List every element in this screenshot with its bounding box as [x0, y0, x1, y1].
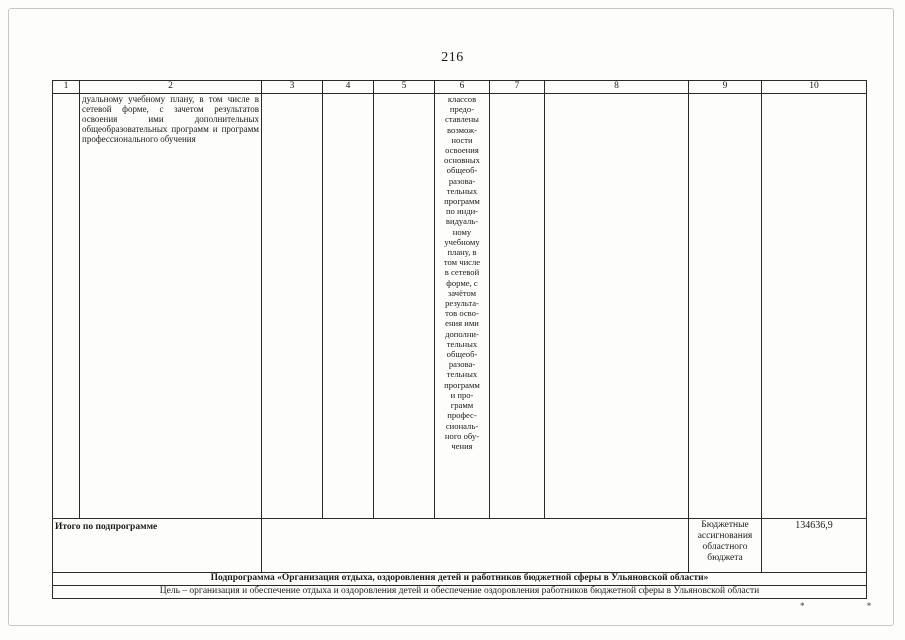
indicator-text-line: ного обу-: [444, 430, 480, 441]
indicator-text-line: ности: [451, 134, 473, 145]
indicator-text-line: видуаль-: [445, 216, 479, 227]
indicator-text-line: зачётом: [447, 287, 477, 298]
header-row: [53, 81, 867, 94]
budget-table: [52, 80, 867, 599]
indicator-text-line: ения ими: [445, 318, 479, 329]
total-amount: 134636,9: [762, 519, 867, 573]
indicator-text-line: общеоб-: [446, 165, 478, 176]
header-cell-9: 9: [689, 81, 762, 94]
header-cell-1: 1: [53, 81, 80, 94]
indicator-text-line: грамм: [450, 400, 474, 411]
indicator-text-line: чения: [451, 440, 473, 451]
total-empty-cell: [262, 519, 689, 573]
body-cell-9: [689, 94, 762, 519]
goal-row: [53, 586, 867, 599]
subprogram-title: Подпрограмма «Организация отдыха, оздоровления детей и работников бюджетной сферы в Ульяновской области»: [53, 573, 867, 586]
indicator-text-line: тельных: [446, 185, 478, 196]
header-cell-4: 4: [323, 81, 374, 94]
indicator-text-line: тов осво-: [445, 308, 479, 319]
indicator-text-line: разова-: [448, 359, 476, 370]
header-cell-6: 6: [435, 81, 490, 94]
indicator-text-line: профес-: [447, 410, 477, 421]
header-cell-2: 2: [80, 81, 262, 94]
body-cell-7: [490, 94, 545, 519]
header-cell-5: 5: [374, 81, 435, 94]
indicator-text-lines: [437, 94, 487, 451]
indicator-text-line: программ: [444, 379, 480, 390]
indicator-text-line: тельных: [446, 369, 478, 380]
footer-marks: * *: [800, 601, 902, 611]
body-cell-4: [323, 94, 374, 519]
indicator-text-line: ному: [452, 226, 472, 237]
body-cell-8: [545, 94, 689, 519]
indicator-text-line: программ: [444, 196, 480, 207]
indicator-text-line: возмож-: [447, 124, 477, 135]
body-cell-2-description: дуальному учебному плану, в том числе в сетевой форме, с зачетом результатов освоения ими дополнительных общеобразовательных программ и программ профессионального обучения: [80, 94, 262, 519]
indicator-text-line: разова-: [448, 175, 476, 186]
table-row: [53, 94, 867, 519]
subprogram-row: [53, 573, 867, 586]
body-cell-1: [53, 94, 80, 519]
body-cell-3: [262, 94, 323, 519]
indicator-text-line: ставлены: [445, 114, 479, 125]
indicator-text-line: дополни-: [445, 328, 479, 339]
total-row: [53, 519, 867, 573]
indicator-text-line: учебному: [444, 236, 480, 247]
total-label: Итого по подпрограмме: [53, 519, 262, 573]
indicator-text-line: сиональ-: [445, 420, 479, 431]
body-cell-5: [374, 94, 435, 519]
indicator-text-line: общеоб-: [446, 349, 478, 360]
header-cell-8: 8: [545, 81, 689, 94]
body-cell-6-indicator: [435, 94, 490, 519]
total-funding-source: Бюджетные ассигнования областного бюджета: [689, 519, 762, 573]
header-cell-10: 10: [762, 81, 867, 94]
indicator-text-line: в сетевой: [444, 267, 480, 278]
indicator-text-line: освоения: [445, 145, 479, 156]
indicator-text-line: форме, с: [446, 277, 478, 288]
indicator-text-line: классов: [447, 94, 477, 104]
indicator-text-line: результа-: [445, 298, 479, 309]
indicator-text-line: по инди-: [445, 206, 479, 217]
indicator-text-line: основных: [444, 155, 480, 166]
page-number: 216: [441, 50, 464, 65]
indicator-text-line: предо-: [449, 104, 475, 115]
header-cell-3: 3: [262, 81, 323, 94]
header-cell-7: 7: [490, 81, 545, 94]
indicator-text-line: плану, в: [447, 247, 477, 258]
indicator-text-line: и про-: [450, 389, 474, 400]
indicator-text-line: тельных: [446, 338, 478, 349]
subprogram-goal: Цель – организация и обеспечение отдыха и оздоровления детей и обеспечение оздоровления работников бюджетной сферы в Ульяновской области: [53, 586, 867, 599]
indicator-text-line: том числе: [443, 257, 481, 268]
body-cell-10: [762, 94, 867, 519]
